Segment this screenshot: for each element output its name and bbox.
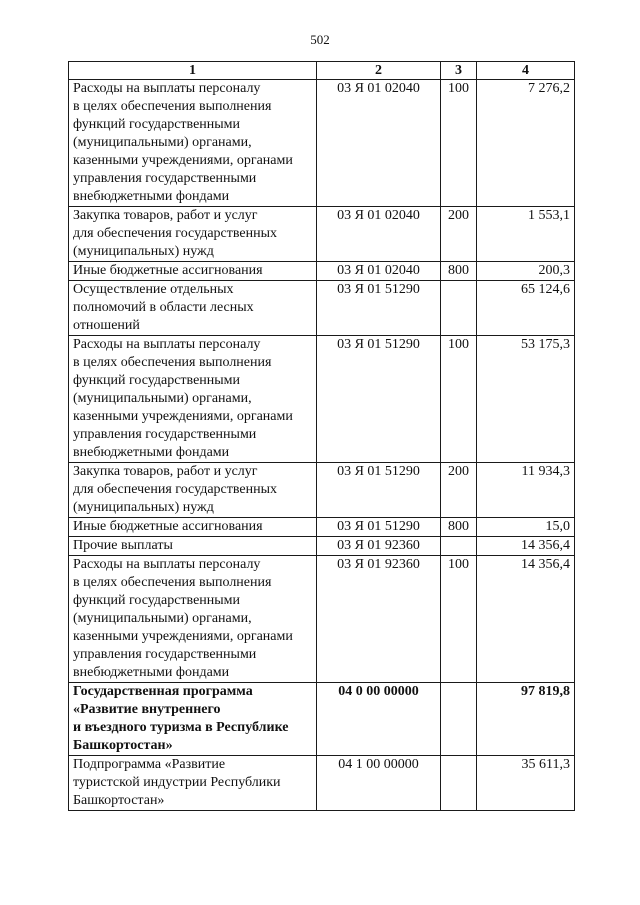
- row-sum-cell: 7 276,2: [477, 80, 575, 207]
- column-header-3: 3: [441, 62, 477, 80]
- table-row: [69, 556, 575, 683]
- table-row: [69, 683, 575, 756]
- row-name-cell: Государственная программа «Развитие внутреннего и въездного туризма в Республике Башкортостан»: [69, 683, 317, 756]
- row-code-cell: 03 Я 01 92360: [317, 537, 441, 556]
- row-type-cell: [441, 683, 477, 756]
- table-row: [69, 537, 575, 556]
- row-type-cell: 100: [441, 556, 477, 683]
- row-type-cell: 100: [441, 80, 477, 207]
- row-type-cell: 100: [441, 336, 477, 463]
- row-name-cell: Закупка товаров, работ и услуг для обеспечения государственных (муниципальных) нужд: [69, 463, 317, 518]
- column-header-1: 1: [69, 62, 317, 80]
- table-body: [69, 80, 575, 811]
- row-type-cell: 800: [441, 262, 477, 281]
- row-code-cell: 03 Я 01 02040: [317, 207, 441, 262]
- row-sum-cell: 14 356,4: [477, 556, 575, 683]
- row-code-cell: 03 Я 01 02040: [317, 262, 441, 281]
- row-code-cell: 04 1 00 00000: [317, 756, 441, 811]
- column-header-4: 4: [477, 62, 575, 80]
- row-name-cell: Подпрограмма «Развитие туристской индустрии Республики Башкортостан»: [69, 756, 317, 811]
- row-code-cell: 03 Я 01 02040: [317, 80, 441, 207]
- row-name-cell: Осуществление отдельных полномочий в области лесных отношений: [69, 281, 317, 336]
- row-name-cell: Закупка товаров, работ и услуг для обеспечения государственных (муниципальных) нужд: [69, 207, 317, 262]
- row-name-cell: Прочие выплаты: [69, 537, 317, 556]
- page-number: 502: [310, 32, 330, 47]
- row-type-cell: 200: [441, 207, 477, 262]
- row-type-cell: [441, 756, 477, 811]
- row-code-cell: 03 Я 01 92360: [317, 556, 441, 683]
- budget-table: [68, 61, 575, 811]
- row-sum-cell: 11 934,3: [477, 463, 575, 518]
- row-sum-cell: 1 553,1: [477, 207, 575, 262]
- row-sum-cell: 15,0: [477, 518, 575, 537]
- row-name-cell: Иные бюджетные ассигнования: [69, 262, 317, 281]
- row-sum-cell: 53 175,3: [477, 336, 575, 463]
- table-row: [69, 336, 575, 463]
- row-code-cell: 03 Я 01 51290: [317, 518, 441, 537]
- row-code-cell: 03 Я 01 51290: [317, 463, 441, 518]
- row-name-cell: Расходы на выплаты персоналу в целях обеспечения выполнения функций государственными (муниципальными) органами, казенными учреждениями, органами управления государственными внебюджетными фондами: [69, 80, 317, 207]
- table-header-row: [69, 62, 575, 80]
- row-code-cell: 03 Я 01 51290: [317, 336, 441, 463]
- table-row: [69, 463, 575, 518]
- row-sum-cell: 97 819,8: [477, 683, 575, 756]
- row-code-cell: 04 0 00 00000: [317, 683, 441, 756]
- table-row: [69, 262, 575, 281]
- table-row: [69, 281, 575, 336]
- row-sum-cell: 65 124,6: [477, 281, 575, 336]
- column-header-2: 2: [317, 62, 441, 80]
- row-type-cell: [441, 537, 477, 556]
- row-type-cell: 200: [441, 463, 477, 518]
- row-name-cell: Расходы на выплаты персоналу в целях обеспечения выполнения функций государственными (муниципальными) органами, казенными учреждениями, органами управления государственными внебюджетными фондами: [69, 556, 317, 683]
- row-sum-cell: 200,3: [477, 262, 575, 281]
- table-row: [69, 207, 575, 262]
- row-sum-cell: 35 611,3: [477, 756, 575, 811]
- table-row: [69, 518, 575, 537]
- row-sum-cell: 14 356,4: [477, 537, 575, 556]
- table-row: [69, 80, 575, 207]
- row-name-cell: Иные бюджетные ассигнования: [69, 518, 317, 537]
- row-code-cell: 03 Я 01 51290: [317, 281, 441, 336]
- row-type-cell: 800: [441, 518, 477, 537]
- row-type-cell: [441, 281, 477, 336]
- table-row: [69, 756, 575, 811]
- row-name-cell: Расходы на выплаты персоналу в целях обеспечения выполнения функций государственными (муниципальными) органами, казенными учреждениями, органами управления государственными внебюджетными фондами: [69, 336, 317, 463]
